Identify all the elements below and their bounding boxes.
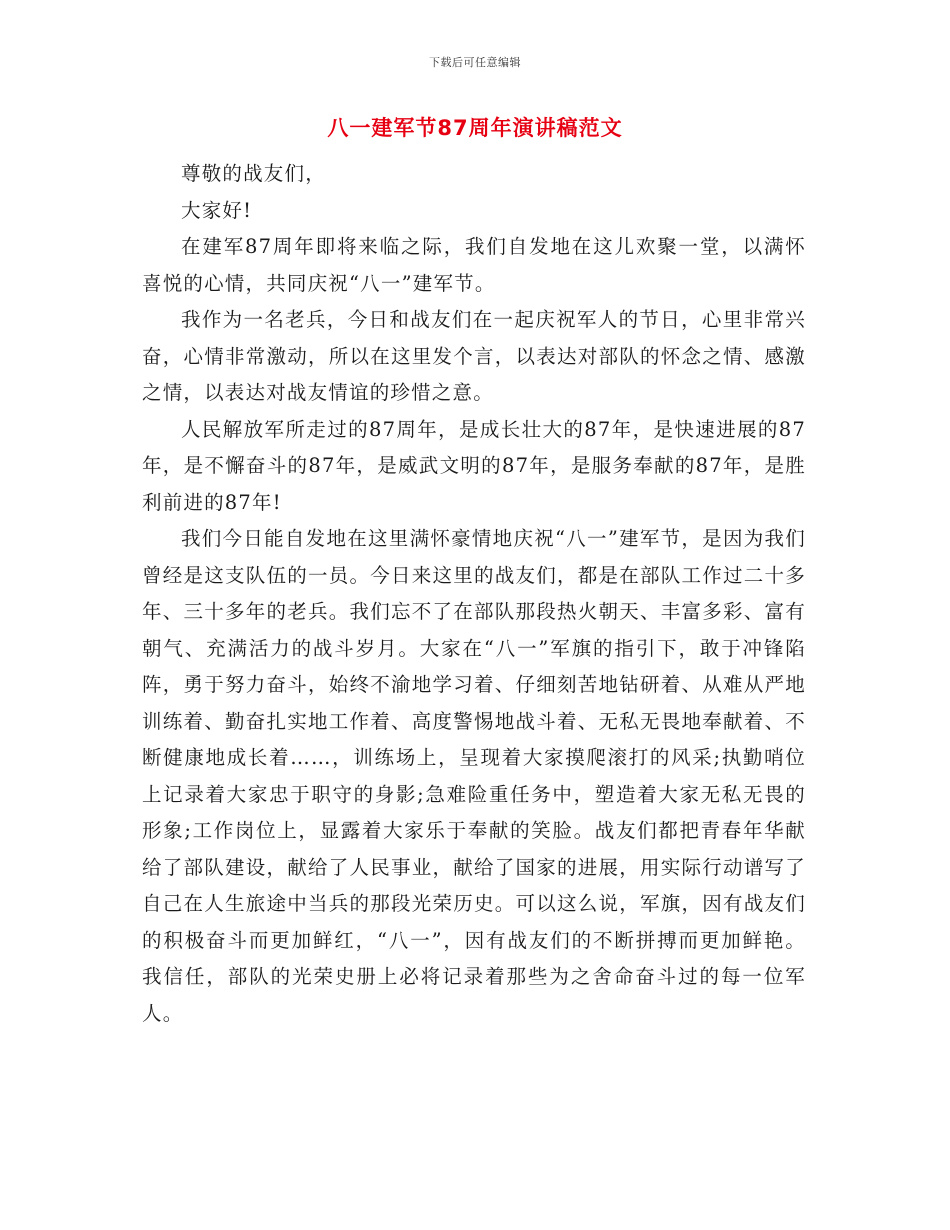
document-title: 八一建军节87周年演讲稿范文 (327, 116, 623, 140)
paragraph: 人民解放军所走过的87周年，是成长壮大的87年，是快速进展的87年，是不懈奋斗的87年，是威武文明的87年，是服务奉献的87年，是胜利前进的87年! (142, 417, 806, 514)
paragraph-salutation: 尊敬的战友们， (181, 162, 326, 185)
paragraph-greeting: 大家好! (181, 198, 253, 222)
paragraph: 在建军87周年即将来临之际，我们自发地在这儿欢聚一堂，以满怀喜悦的心情，共同庆祝“八一”建军节。 (142, 235, 806, 295)
header-note: 下载后可任意编辑 (429, 56, 521, 69)
document-body (142, 156, 806, 1032)
paragraph: 我们今日能自发地在这里满怀豪情地庆祝“八一”建军节，是因为我们曾经是这支队伍的一员。今日来这里的战友们，都是在部队工作过二十多年、三十多年的老兵。我们忘不了在部队那段热火朝天、丰富多彩、富有朝气、充满活力的战斗岁月。大家在“八一”军旗的指引下，敢于冲锋陷阵，勇于努力奋斗，始终不渝地学习着、仔细刻苦地钻研着、从难从严地训练着、勤奋扎实地工作着、高度警惕地战斗着、无私无畏地奉献着、不断健康地成长着……，训练场上，呈现着大家摸爬滚打的风采;执勤哨位上记录着大家忠于职守的身影;急难险重任务中，塑造着大家无私无畏的形象;工作岗位上，显露着大家乐于奉献的笑脸。战友们都把青春年华献给了部队建设，献给了人民事业，献给了国家的进展，用实际行动谱写了自己在人生旅途中当兵的那段光荣历史。可以这么说，军旗，因有战友们的积极奋斗而更加鲜红，“八一”，因有战友们的不断拼搏而更加鲜艳。我信任，部队的光荣史册上必将记录着那些为之舍命奋斗过的每一位军人。 (142, 527, 806, 1025)
paragraph: 我作为一名老兵，今日和战友们在一起庆祝军人的节日，心里非常兴奋，心情非常激动，所以在这里发个言，以表达对部队的怀念之情、感激之情，以表达对战友情谊的珍惜之意。 (142, 308, 806, 404)
